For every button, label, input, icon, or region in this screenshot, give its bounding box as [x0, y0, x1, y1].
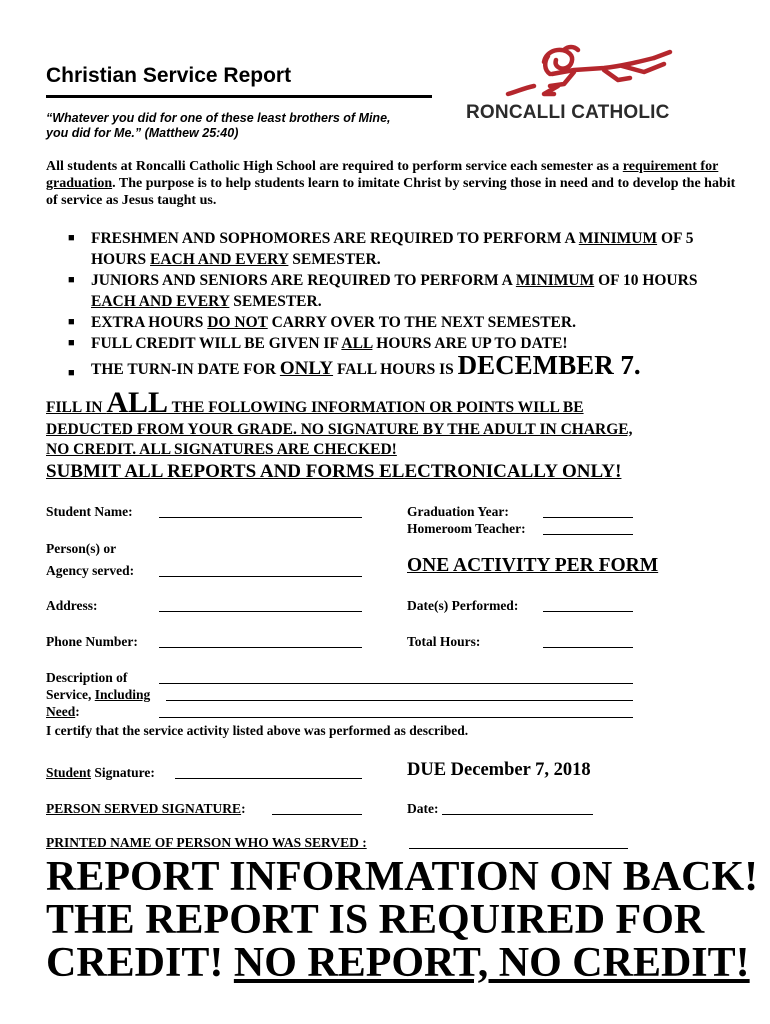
phone-number-field[interactable]	[159, 647, 362, 648]
agency-served-label: Agency served:	[46, 563, 135, 578]
description-field-2[interactable]	[166, 700, 633, 701]
report-notice-line-3: CREDIT! NO REPORT, NO CREDIT!	[46, 940, 750, 986]
logo-wordmark: RONCALLI CATHOLIC	[466, 102, 670, 123]
bullet-square-icon: ■	[68, 337, 75, 349]
homeroom-teacher-field[interactable]	[543, 534, 633, 535]
dates-performed-field[interactable]	[543, 611, 633, 612]
intro-underlined: requirement for graduation	[46, 159, 719, 191]
fill-in-instruction: FILL IN ALL THE FOLLOWING INFORMATION OR POINTS WILL BE	[46, 386, 584, 419]
bullet-square-icon: ■	[68, 367, 75, 379]
address-field[interactable]	[159, 611, 362, 612]
submit-instruction: SUBMIT ALL REPORTS AND FORMS ELECTRONICALLY ONLY!	[46, 461, 622, 482]
student-name-label: Student Name:	[46, 504, 133, 519]
bullet-square-icon: ■	[68, 232, 75, 244]
title-divider	[46, 95, 432, 98]
graduation-year-label: Graduation Year:	[407, 504, 509, 519]
total-hours-field[interactable]	[543, 647, 633, 648]
page-title: Christian Service Report	[46, 64, 292, 87]
intro-text-1: All students at Roncalli Catholic High School are required to perform service each semester as a	[46, 159, 623, 174]
requirement-item: ■ FRESHMEN AND SOPHOMORES ARE REQUIRED TO PERFORM A MINIMUM OF 5 HOURS EACH AND EVERY SEMESTER.	[68, 230, 694, 268]
due-date: DUE December 7, 2018	[407, 760, 591, 780]
bullet-square-icon: ■	[68, 274, 75, 286]
total-hours-label: Total Hours:	[407, 634, 481, 649]
phone-number-label: Phone Number:	[46, 634, 138, 649]
date-field[interactable]	[442, 814, 593, 815]
signature-warning: NO CREDIT. ALL SIGNATURES ARE CHECKED!	[46, 441, 397, 458]
description-label-3: Need:	[46, 704, 80, 719]
quote-line-1: “Whatever you did for one of these least brothers of Mine,	[46, 111, 391, 125]
student-name-field[interactable]	[159, 517, 362, 518]
requirements-list	[46, 228, 746, 380]
description-field-3[interactable]	[159, 717, 633, 718]
one-activity-notice: ONE ACTIVITY PER FORM	[407, 555, 659, 576]
report-notice-line-1: REPORT INFORMATION ON BACK!	[46, 854, 759, 900]
person-served-signature-label: PERSON SERVED SIGNATURE:	[46, 801, 246, 816]
requirement-item: ■ FULL CREDIT WILL BE GIVEN IF ALL HOURS ARE UP TO DATE!	[68, 335, 568, 352]
description-field-1[interactable]	[159, 683, 633, 684]
certify-statement: I certify that the service activity listed above was performed as described.	[46, 723, 469, 738]
requirement-item: ■ JUNIORS AND SENIORS ARE REQUIRED TO PERFORM A MINIMUM OF 10 HOURS EACH AND EVERY SEMESTER.	[68, 272, 698, 310]
student-signature-field[interactable]	[175, 778, 362, 779]
intro-paragraph	[46, 158, 736, 209]
printed-name-field[interactable]	[409, 848, 628, 849]
persons-or-label: Person(s) or	[46, 541, 117, 556]
deduction-warning: DEDUCTED FROM YOUR GRADE. NO SIGNATURE BY THE ADULT IN CHARGE,	[46, 421, 633, 438]
requirement-item: ■ THE TURN-IN DATE FOR ONLY FALL HOURS IS DECEMBER 7.	[46, 355, 746, 380]
report-notice-line-2: THE REPORT IS REQUIRED FOR	[46, 897, 705, 943]
deadline-date: DECEMBER 7.	[457, 350, 641, 380]
printed-name-label: PRINTED NAME OF PERSON WHO WAS SERVED :	[46, 835, 367, 850]
person-served-signature-field[interactable]	[272, 814, 362, 815]
description-label-1: Description of	[46, 670, 128, 685]
description-label-2: Service, Including	[46, 687, 151, 702]
report-notice	[46, 856, 758, 985]
homeroom-teacher-label: Homeroom Teacher:	[407, 521, 526, 536]
dates-performed-label: Date(s) Performed:	[407, 598, 519, 613]
bullet-square-icon: ■	[68, 316, 75, 328]
date-label: Date:	[407, 801, 439, 816]
address-label: Address:	[46, 598, 98, 613]
roncalli-logo	[466, 42, 676, 124]
intro-text-2: . The purpose is to help students learn to imitate Christ by serving those in need and to develop the habit of service as Jesus taught us.	[46, 176, 736, 208]
graduation-year-field[interactable]	[543, 517, 633, 518]
student-signature-label: Student Signature:	[46, 765, 155, 780]
quote-line-2: you did for Me.” (Matthew 25:40)	[46, 126, 239, 140]
lion-emblem-icon	[504, 42, 674, 100]
agency-served-field[interactable]	[159, 576, 362, 577]
requirement-item: ■ EXTRA HOURS DO NOT CARRY OVER TO THE NEXT SEMESTER.	[68, 314, 576, 331]
scripture-quote	[46, 111, 391, 141]
